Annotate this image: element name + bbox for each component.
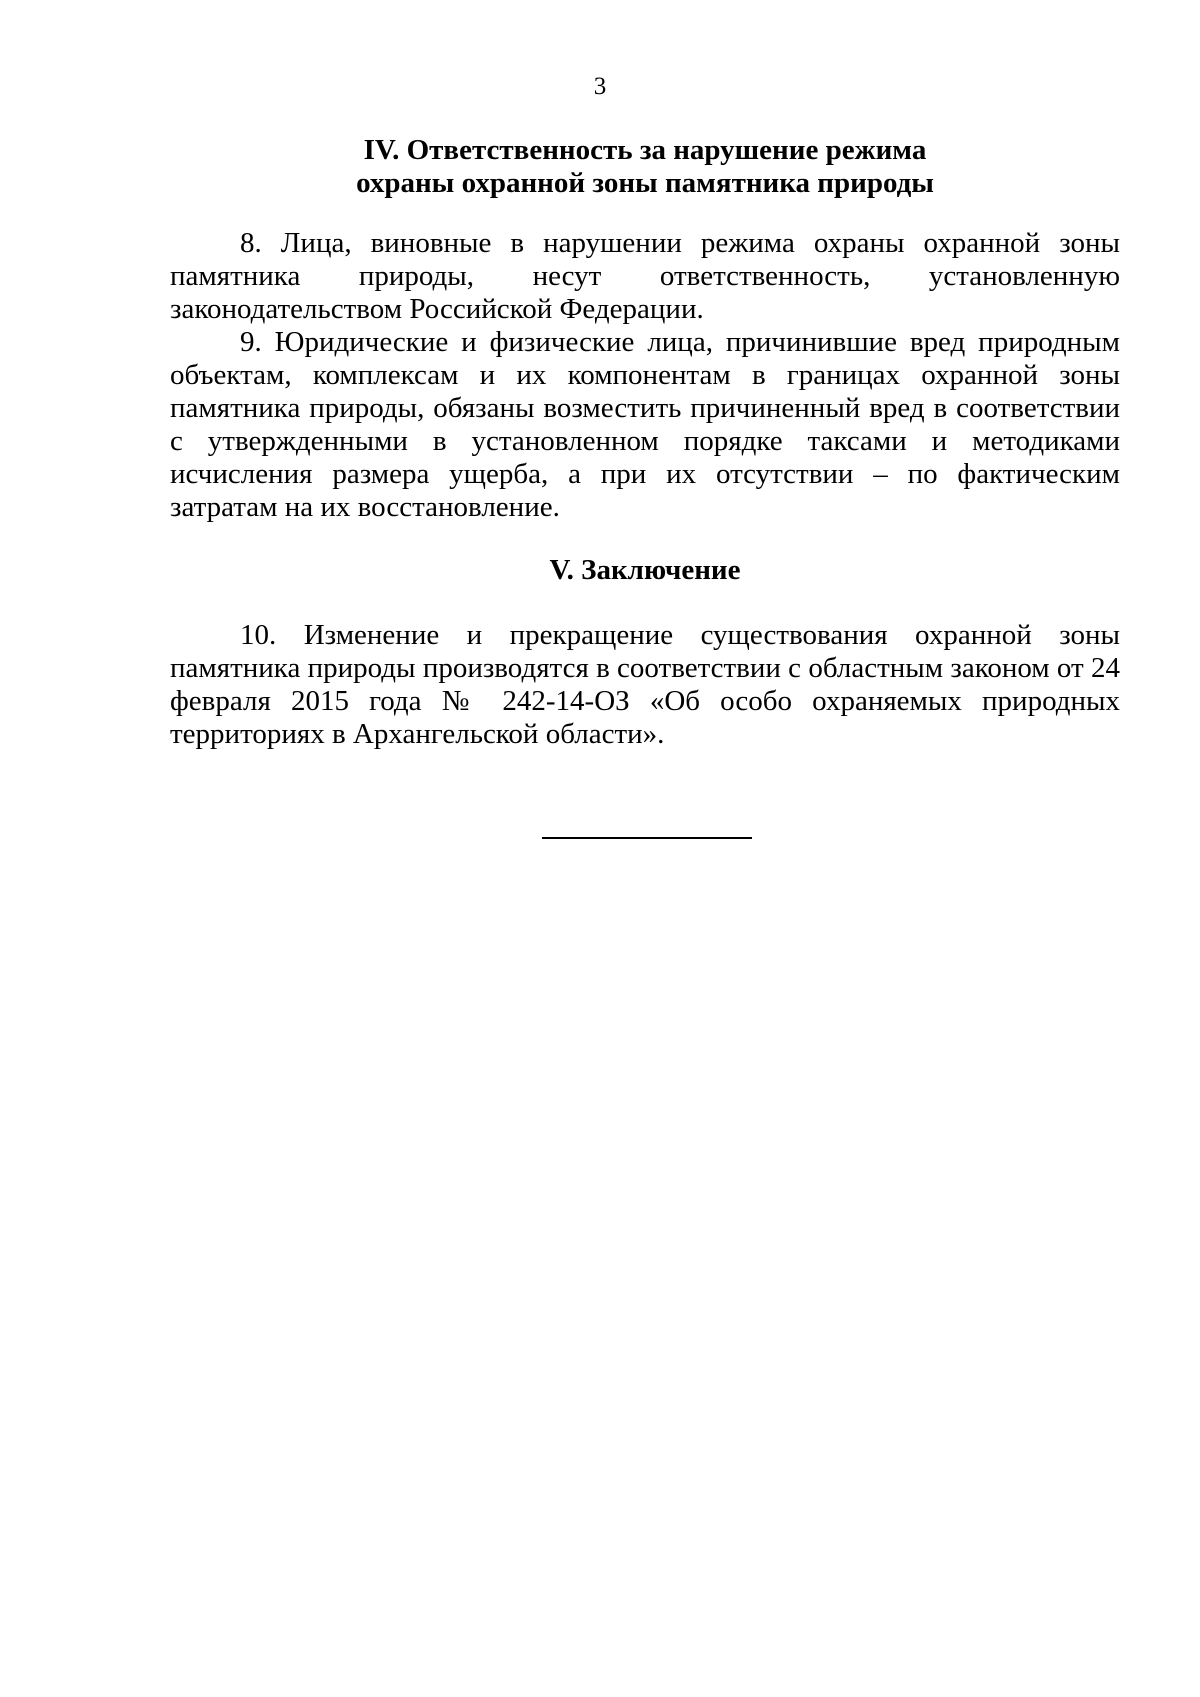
section-iv-heading-line-1: IV. Ответственность за нарушение режима xyxy=(363,134,927,166)
section-iv-heading-line-2: охраны охранной зоны памятника природы xyxy=(356,167,934,199)
paragraph-9: 9. Юридические и физические лица, причинившие вред природным объектам, комплексам и их компонентам в границах охранной зоны памятника природы, обязаны возместить причиненный вред в соответствии с утвержденными в установленном порядке таксами и методиками исчисления размера ущерба, а при их отсутствии – по фактическим затратам на их восстановление. xyxy=(170,326,1120,523)
end-divider-line xyxy=(542,837,752,839)
paragraph-8: 8. Лица, виновные в нарушении режима охраны охранной зоны памятника природы, несут ответственность, установленную законодательством Российской Федерации. xyxy=(170,227,1120,325)
section-v-heading: V. Заключение xyxy=(549,554,741,586)
page-number: 3 xyxy=(593,73,607,100)
paragraph-10: 10. Изменение и прекращение существования охранной зоны памятника природы производятся в соответствии с областным законом от 24 февраля 2015 года № 242-14-ОЗ «Об особо охраняемых природных территориях в Архангельской области». xyxy=(170,619,1120,750)
section-iv-heading xyxy=(170,134,1120,200)
